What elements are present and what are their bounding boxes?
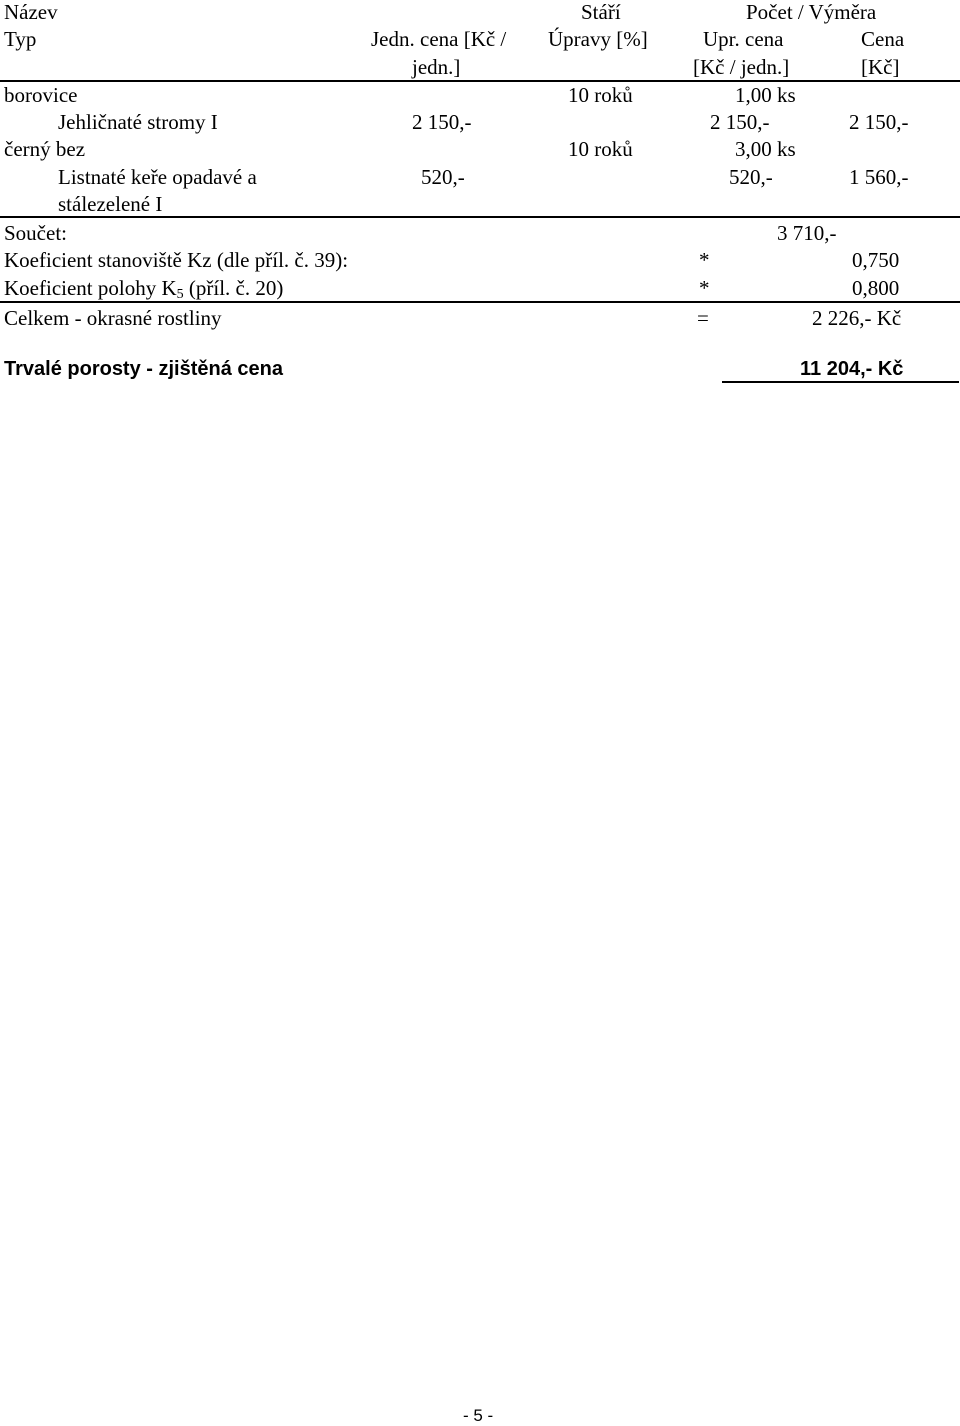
row-2-jedn-cena: 520,- <box>421 165 465 189</box>
rows-rule <box>0 216 960 218</box>
row-2-typ-1: Listnaté keře opadavé a <box>58 165 257 189</box>
celkem-operator: = <box>697 306 709 330</box>
soucet-value: 3 710,- <box>777 221 837 245</box>
header-pocet-vymera: Počet / Výměra <box>746 0 877 24</box>
row-1-cena: 2 150,- <box>849 110 909 134</box>
celkem-value: 2 226,- Kč <box>812 306 902 330</box>
header-upr-cena-1: Upr. cena <box>703 27 784 51</box>
celkem-label: Celkem - okrasné rostliny <box>4 306 222 330</box>
header-typ: Typ <box>4 27 37 51</box>
kz-operator: * <box>699 248 710 272</box>
soucet-label: Součet: <box>4 221 67 245</box>
header-cena-1: Cena <box>861 27 905 51</box>
row-1-stari: 10 roků <box>568 83 633 107</box>
row-2-upr-cena: 520,- <box>729 165 773 189</box>
page-number: - 5 - <box>463 1406 494 1425</box>
row-1-typ: Jehličnaté stromy I <box>58 110 218 134</box>
k5-label <box>4 276 283 300</box>
row-2-cena: 1 560,- <box>849 165 909 189</box>
header-nazev: Název <box>4 0 58 24</box>
k5-operator: * <box>699 276 710 300</box>
row-1-nazev: borovice <box>4 83 78 107</box>
total-underline <box>722 381 959 383</box>
row-1-upr-cena: 2 150,- <box>710 110 770 134</box>
header-cena-2: [Kč] <box>861 55 900 79</box>
total-value: 11 204,- Kč <box>800 358 904 380</box>
k5-subscript: 5 <box>176 287 184 302</box>
row-1-jedn-cena: 2 150,- <box>412 110 472 134</box>
kz-label: Koeficient stanoviště Kz (dle příl. č. 39): <box>4 248 349 272</box>
row-2-stari: 10 roků <box>568 137 633 161</box>
row-2-typ-2: stálezelené I <box>58 192 163 216</box>
header-jedn-cena-1: Jedn. cena [Kč / <box>371 27 507 51</box>
header-rule <box>0 80 960 82</box>
kz-value: 0,750 <box>852 248 900 272</box>
header-upravy: Úpravy [%] <box>548 27 648 51</box>
row-1-pocet: 1,00 ks <box>735 83 796 107</box>
k5-label-suffix: (příl. č. 20) <box>183 276 284 300</box>
k5-value: 0,800 <box>852 276 900 300</box>
header-upr-cena-2: [Kč / jedn.] <box>693 55 790 79</box>
row-2-nazev: černý bez <box>4 137 86 161</box>
k5-label-prefix: Koeficient polohy K <box>4 276 177 300</box>
header-jedn-cena-2: jedn.] <box>412 55 461 79</box>
header-stari: Stáří <box>581 0 621 24</box>
total-label: Trvalé porosty - zjištěná cena <box>4 358 283 380</box>
coefficients-rule <box>0 301 960 303</box>
row-2-pocet: 3,00 ks <box>735 137 796 161</box>
